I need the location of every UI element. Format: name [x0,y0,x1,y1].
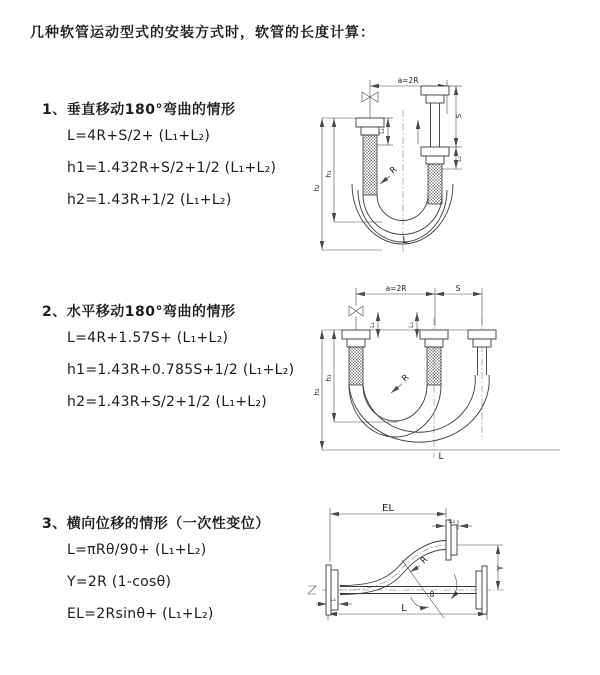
dimension-lines [316,508,498,620]
diagram-vertical-bend [310,72,540,260]
formula-l: L=4R+S/2+ (L₁+L₂) [67,128,211,144]
section-3 [42,514,270,630]
dim-label-h1: h₁ [325,374,333,382]
dim-label-l: L [401,603,407,614]
valve-icon [349,306,363,330]
diagram-horizontal-bend [310,280,600,465]
hose-drawing [326,520,487,615]
formula-h1: h1=1.43R+0.785S+1/2 (L₁+L₂) [67,362,295,378]
section-1 [42,100,276,216]
formula-y: Y=2R (1-cosθ) [67,574,172,590]
dim-label-l: L [438,452,444,462]
section-3-heading: 3、横向位移的情形（一次性变位） [42,516,270,532]
dim-label-l1: L₁ [329,595,337,603]
hose-drawing [342,330,496,442]
dim-label-l1: L₁ [369,322,376,328]
dim-label-h1: h₁ [325,170,333,178]
dim-label-l2: L₂ [448,517,456,525]
dim-label-s: S [455,113,463,119]
dim-label-r: R [418,554,431,567]
formula-h2: h2=1.43R+S/2+1/2 (L₁+L₂) [67,394,268,410]
diagram-lateral-displacement [298,498,600,656]
page-title: 几种软管运动型式的安装方式时，软管的长度计算： [30,25,375,41]
dim-label-l1: L₁ [379,128,386,134]
formula-el: EL=2Rsinθ+ (L₁+L₂) [67,606,214,622]
formula-l: L=4R+1.57S+ (L₁+L₂) [67,330,229,346]
dim-label-r: R [388,164,400,177]
dim-label-a2r: a=2R [385,284,407,293]
formula-l: L=πRθ/90+ (L₁+L₂) [67,542,207,558]
section-1-heading: 1、垂直移动180°弯曲的情形 [42,102,236,118]
dim-label-l2: L₂ [456,156,463,162]
section-2-heading: 2、水平移动180°弯曲的情形 [42,304,236,320]
centerline-mark [308,586,316,594]
dim-label-y: Y [496,565,505,571]
formula-h1: h1=1.432R+S/2+1/2 (L₁+L₂) [67,160,277,176]
section-2 [42,302,294,418]
dim-label-h2: h₂ [313,388,321,396]
formula-h2: h2=1.43R+1/2 (L₁+L₂) [67,192,232,208]
dim-label-el: EL [382,503,394,514]
dim-label-s: S [455,284,461,293]
dim-label-h2: h₂ [313,184,321,192]
valve-icon [362,90,378,118]
dim-label-l2: L₂ [408,322,415,328]
hose-drawing [352,86,453,244]
dim-label-a2r: a=2R [397,76,419,85]
dim-label-r: R [400,372,412,385]
dim-label-theta: θ [429,590,435,599]
dim-label-l: L [402,236,408,246]
